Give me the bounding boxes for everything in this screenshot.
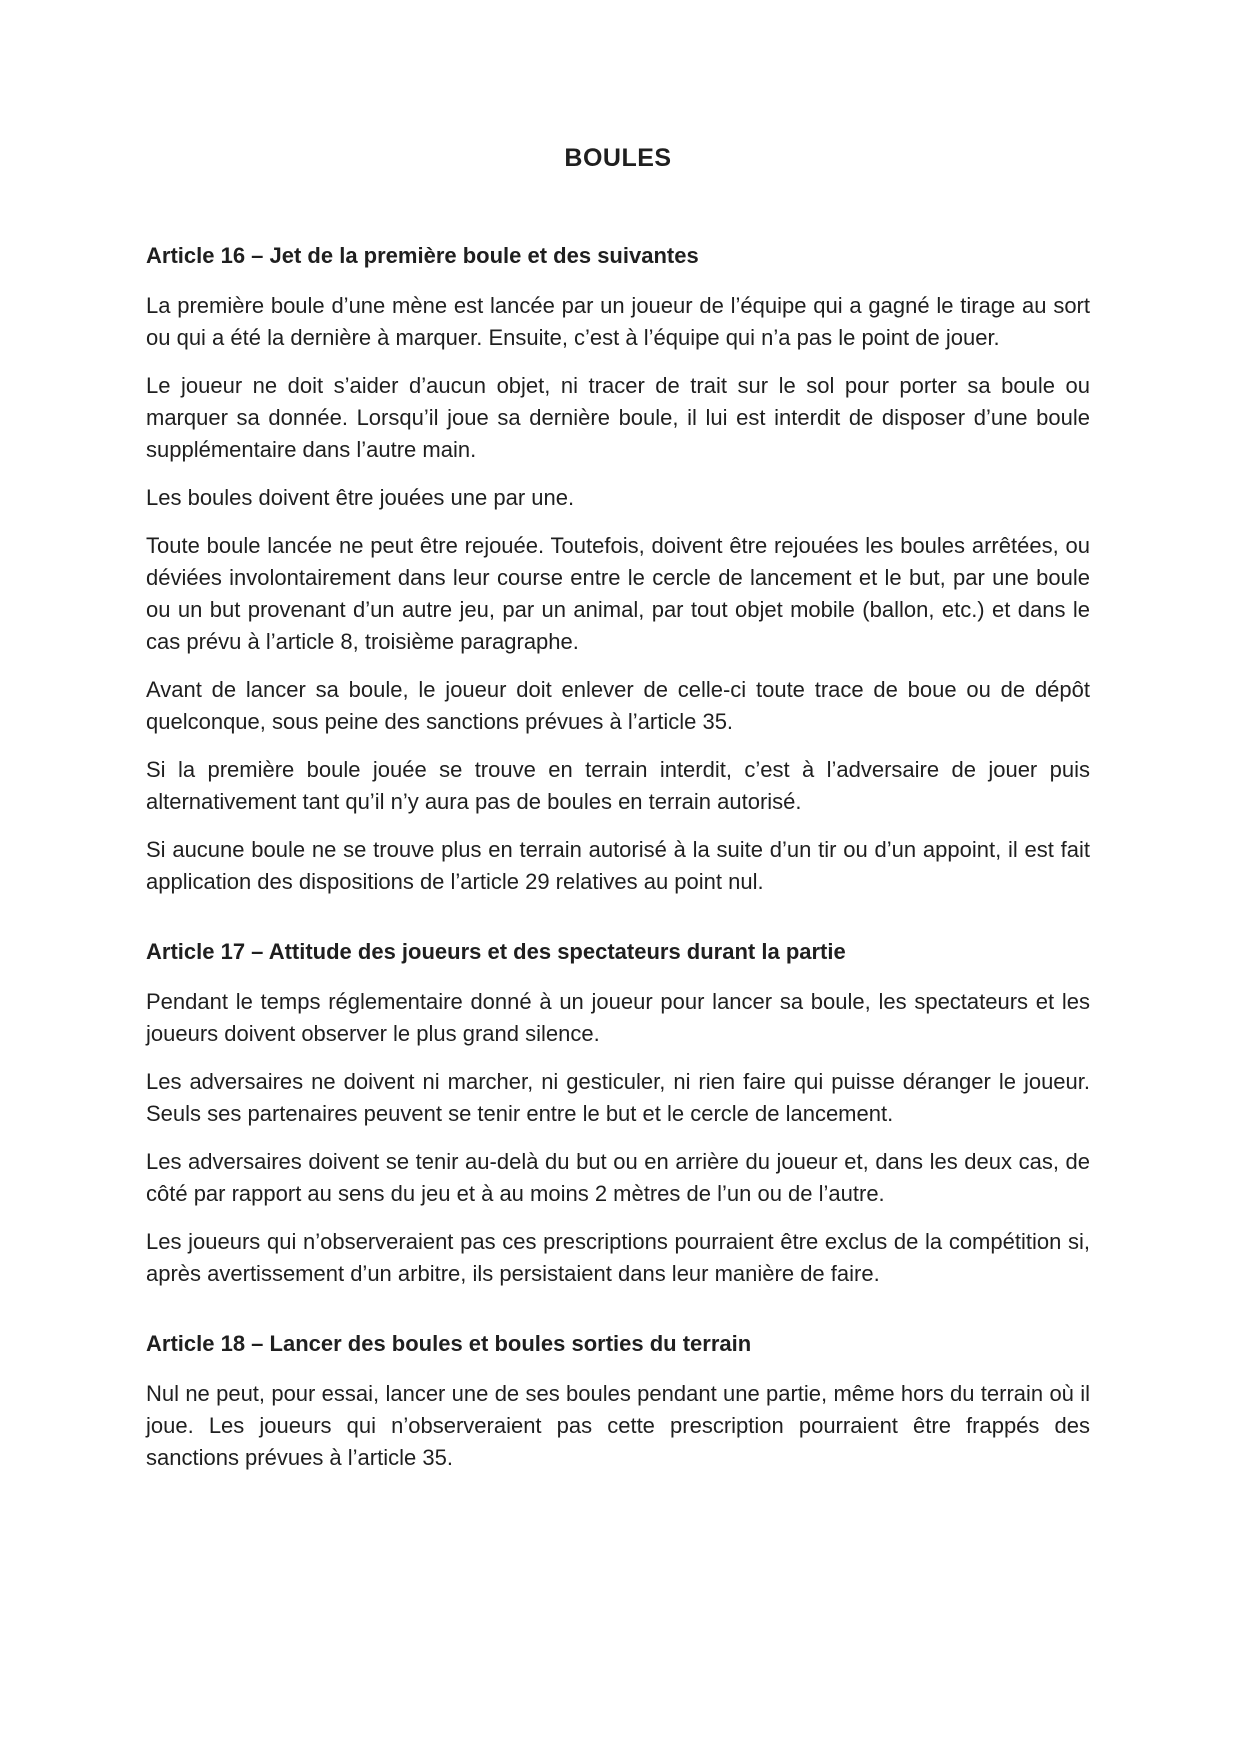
article-18-paragraph-1: Nul ne peut, pour essai, lancer une de ses boules pendant une partie, même hors du terrain où il joue. Les joueurs qui n’observeraient pas cette prescription pourraient être frappés des sanctions prévues à l’article 35.: [146, 1381, 1090, 1470]
article-18-section: [146, 1328, 1090, 1474]
article-16-paragraph-3: Les boules doivent être jouées une par une.: [146, 485, 575, 510]
article-17-paragraph-4: Les joueurs qui n’observeraient pas ces prescriptions pourraient être exclus de la compétition si, après avertissement d’un arbitre, ils persistaient dans leur manière de faire.: [146, 1229, 1090, 1286]
article-16-paragraph-5: Avant de lancer sa boule, le joueur doit enlever de celle-ci toute trace de boue ou de dépôt quelconque, sous peine des sanctions prévues à l’article 35.: [146, 677, 1090, 734]
article-17-paragraph-2: Les adversaires ne doivent ni marcher, ni gesticuler, ni rien faire qui puisse déranger le joueur. Seuls ses partenaires peuvent se tenir entre le but et le cercle de lancement.: [146, 1069, 1090, 1126]
article-18-heading: Article 18 – Lancer des boules et boules sorties du terrain: [146, 1331, 752, 1356]
document-title: BOULES: [564, 144, 672, 172]
article-16-paragraph-4: Toute boule lancée ne peut être rejouée. Toutefois, doivent être rejouées les boules arrêtées, ou déviées involontairement dans leur course entre le cercle de lancement et le but, par une boule ou un but provenant d’un autre jeu, par un animal, par tout objet mobile (ballon, etc.) et dans le cas prévu à l’article 8, troisième paragraphe.: [146, 533, 1090, 654]
article-17-paragraph-3: Les adversaires doivent se tenir au-delà du but ou en arrière du joueur et, dans les deux cas, de côté par rapport au sens du jeu et à au moins 2 mètres de l’un ou de l’autre.: [146, 1149, 1090, 1206]
article-17-paragraph-1: Pendant le temps réglementaire donné à un joueur pour lancer sa boule, les spectateurs et les joueurs doivent observer le plus grand silence.: [146, 989, 1090, 1046]
article-16-section: [146, 240, 1090, 898]
article-16-paragraph-2: Le joueur ne doit s’aider d’aucun objet, ni tracer de trait sur le sol pour porter sa boule ou marquer sa donnée. Lorsqu’il joue sa dernière boule, il lui est interdit de disposer d’une boule supplémentaire dans l’autre main.: [146, 373, 1090, 462]
article-16-paragraph-1: La première boule d’une mène est lancée par un joueur de l’équipe qui a gagné le tirage au sort ou qui a été la dernière à marquer. Ensuite, c’est à l’équipe qui n’a pas le point de jouer.: [146, 293, 1090, 350]
article-16-heading: Article 16 – Jet de la première boule et des suivantes: [146, 243, 699, 268]
article-16-paragraph-6: Si la première boule jouée se trouve en terrain interdit, c’est à l’adversaire de jouer puis alternativement tant qu’il n’y aura pas de boules en terrain autorisé.: [146, 757, 1090, 814]
article-16-paragraph-7: Si aucune boule ne se trouve plus en terrain autorisé à la suite d’un tir ou d’un appoint, il est fait application des dispositions de l’article 29 relatives au point nul.: [146, 837, 1090, 894]
article-17-heading: Article 17 – Attitude des joueurs et des spectateurs durant la partie: [146, 939, 846, 964]
article-17-section: [146, 936, 1090, 1290]
